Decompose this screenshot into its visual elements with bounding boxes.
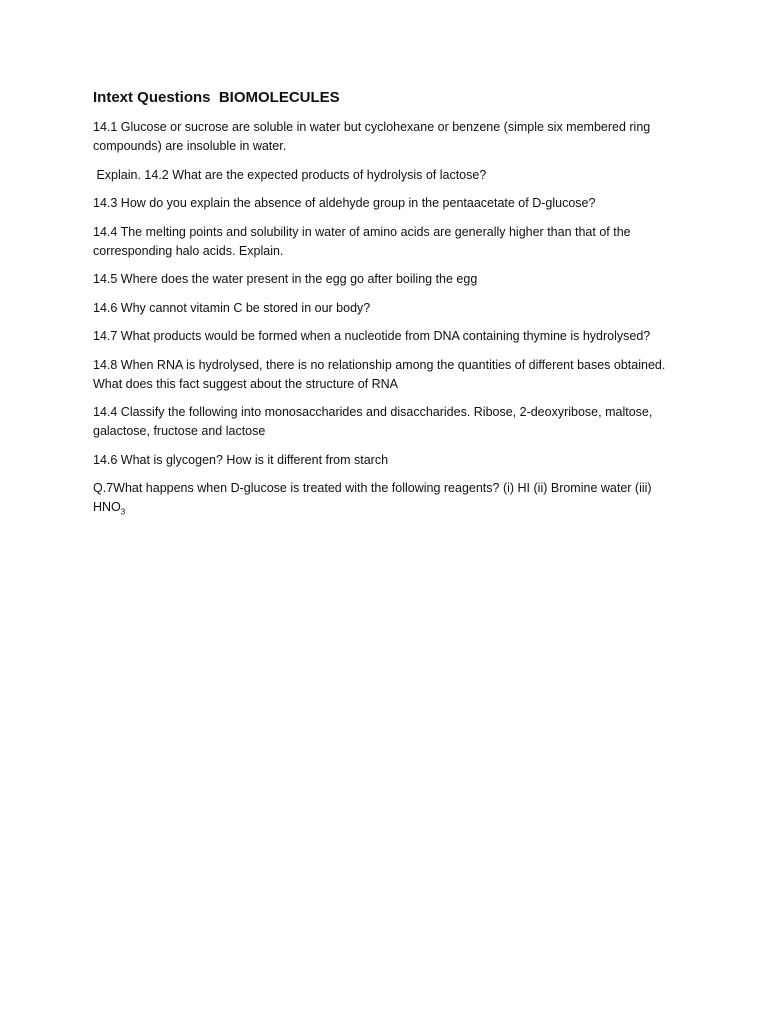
question-glycogen: 14.6 What is glycogen? How is it different from starch <box>93 452 389 467</box>
question-classify-saccharides: 14.4 Classify the following into monosaccharides and disaccharides. Ribose, 2-deoxyribose, maltose, galactose, fructose and lactose <box>93 405 653 438</box>
question-q7-text: Q.7What happens when D-glucose is treated with the following reagents? (i) HI (ii) Bromine water (iii) HNO <box>93 481 652 514</box>
question-14-7: 14.7 What products would be formed when a nucleotide from DNA containing thymine is hydrolysed? <box>93 329 651 343</box>
question-14-8: 14.8 When RNA is hydrolysed, there is no relationship among the quantities of different bases obtained. What does this fact suggest about the structure of RNA <box>93 357 666 391</box>
question-14-3: 14.3 How do you explain the absence of aldehyde group in the pentaacetate of D-glucose? <box>93 196 596 210</box>
document-page <box>93 88 683 527</box>
subscript-3: 3 <box>120 507 126 517</box>
question-14-5: 14.5 Where does the water present in the egg go after boiling the egg <box>93 272 478 286</box>
question-14-6: 14.6 Why cannot vitamin C be stored in our body? <box>93 300 371 315</box>
question-14-1: 14.1 Glucose or sucrose are soluble in water but cyclohexane or benzene (simple six membered ring compounds) are insoluble in water. <box>93 120 651 153</box>
question-q7-d-glucose <box>93 479 683 517</box>
question-14-2: Explain. 14.2 What are the expected products of hydrolysis of lactose? <box>93 167 487 182</box>
question-14-4: 14.4 The melting points and solubility in water of amino acids are generally higher than that of the corresponding halo acids. Explain. <box>93 224 631 258</box>
document-title: Intext Questions BIOMOLECULES <box>93 89 340 106</box>
